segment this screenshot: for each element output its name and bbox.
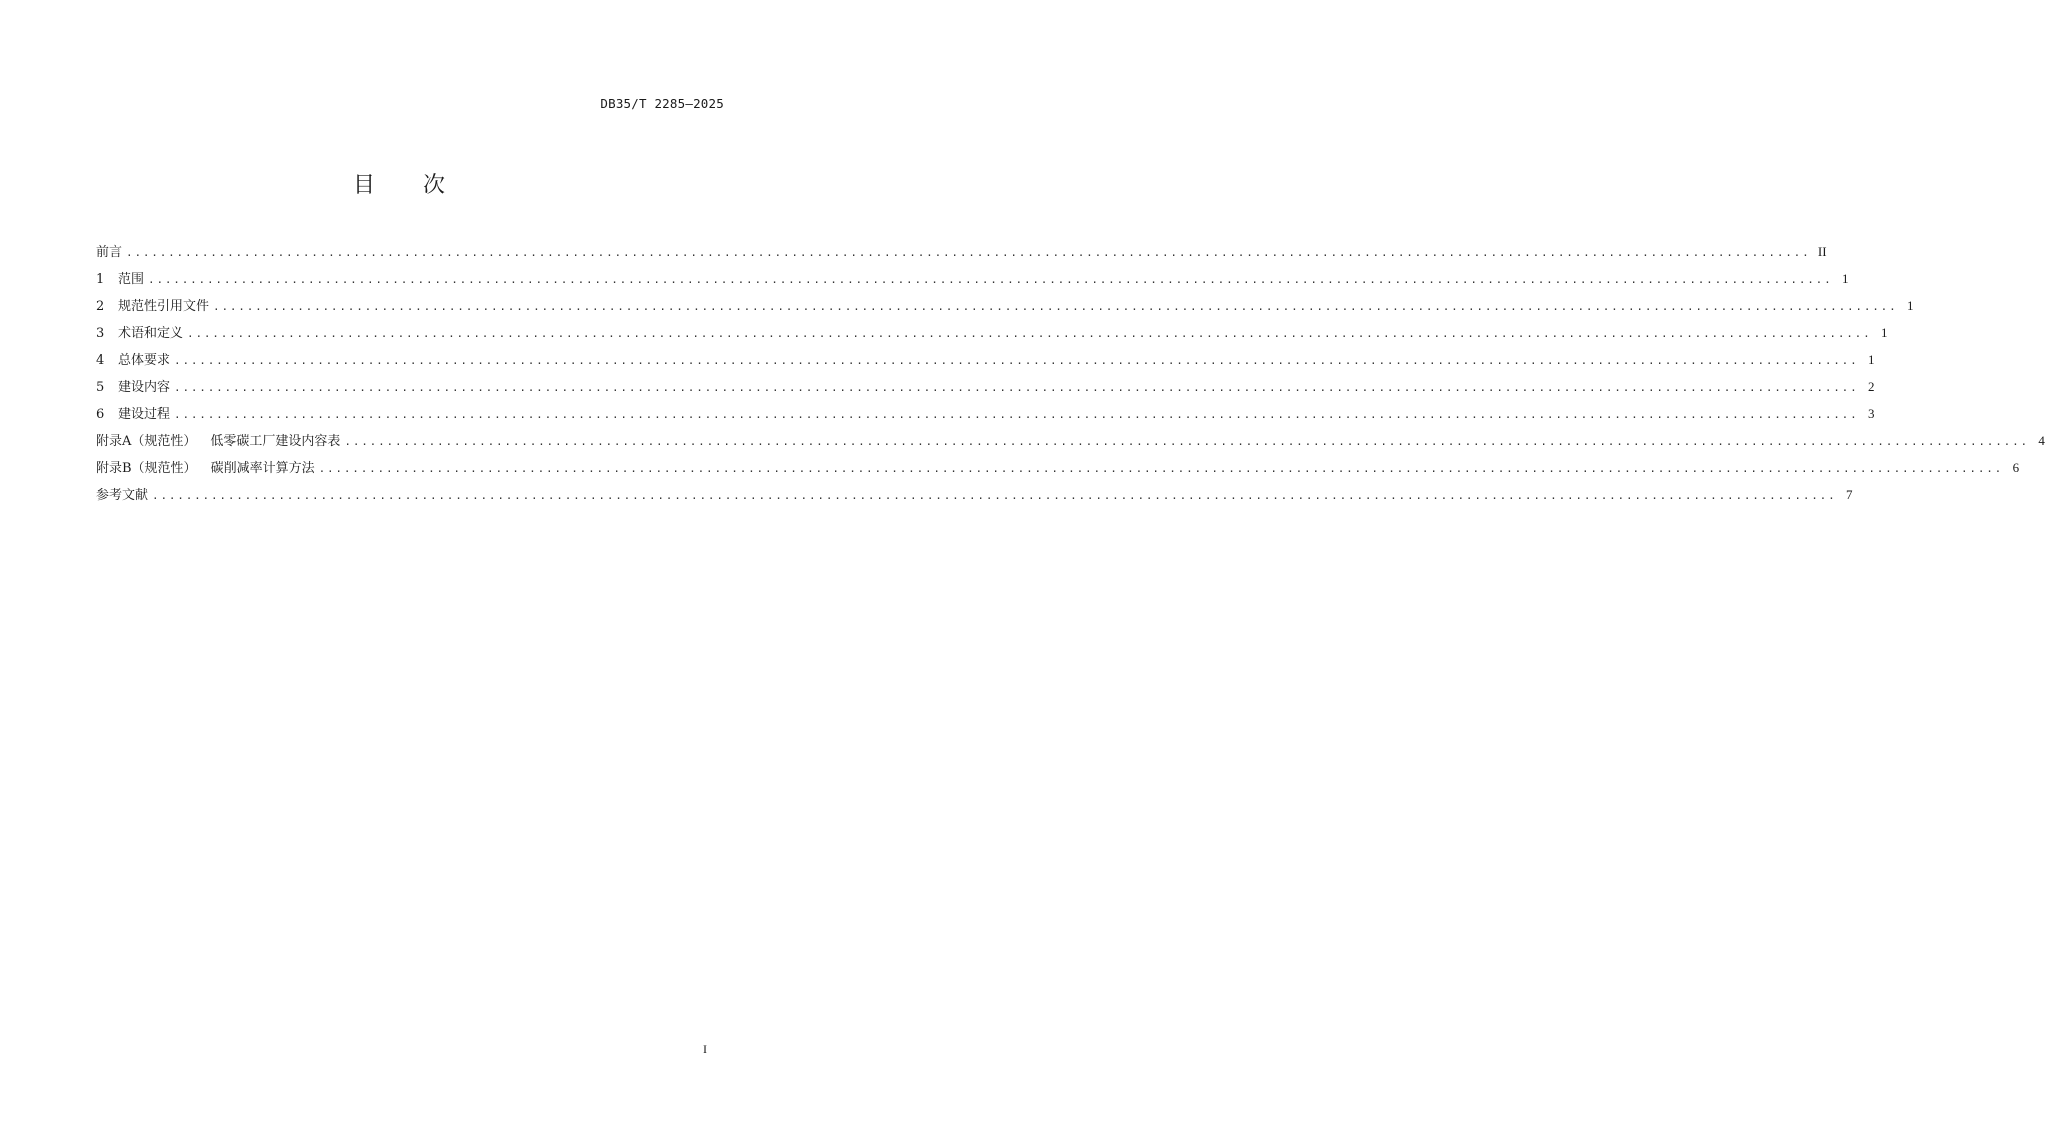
page-number: I xyxy=(703,1042,707,1056)
toc-entry-page: 1 xyxy=(1868,352,1875,367)
dot-leader: ........................................................................................................................................................................................................ xyxy=(152,489,1837,502)
appendix-tag: 附录B（规范性） xyxy=(96,461,197,476)
toc-entry-number: 3 xyxy=(96,326,105,341)
toc-entry-label xyxy=(96,430,340,449)
toc-entry-page: 1 xyxy=(1881,325,1888,340)
toc-entry-label: 建设内容 xyxy=(118,380,171,395)
toc-entry-number: 6 xyxy=(96,407,105,422)
toc-entry-bibliography[interactable] xyxy=(96,484,1853,511)
toc-entry-page: II xyxy=(1817,244,1827,259)
toc-entry-page: 1 xyxy=(1842,271,1849,286)
dot-leader: ........................................................................................................................................................................................................ xyxy=(318,462,2004,475)
toc-entry-terms-definitions[interactable] xyxy=(96,322,1888,349)
toc-title-char-2: 次 xyxy=(423,173,448,198)
toc-list xyxy=(96,241,2045,511)
dot-leader: ........................................................................................................................................................................................................ xyxy=(174,408,1859,421)
dot-leader: ........................................................................................................................................................................................................ xyxy=(344,435,2029,448)
appendix-title: 低零碳工厂建设内容表 xyxy=(210,434,341,449)
dot-leader: ........................................................................................................................................................................................................ xyxy=(187,327,1872,340)
toc-title-char-1: 目 xyxy=(352,173,377,198)
toc-entry-label: 建设过程 xyxy=(118,407,171,422)
toc-entry-appendix-b[interactable] xyxy=(96,457,2020,484)
toc-title xyxy=(0,168,800,199)
toc-entry-preface[interactable] xyxy=(96,241,1827,268)
toc-entry-page: 4 xyxy=(2038,433,2045,448)
toc-entry-label: 术语和定义 xyxy=(118,326,184,341)
dot-leader: ........................................................................................................................................................................................................ xyxy=(174,354,1859,367)
toc-entry-construction-process[interactable] xyxy=(96,403,1875,430)
toc-entry-normative-references[interactable] xyxy=(96,295,1914,322)
appendix-title: 碳削减率计算方法 xyxy=(210,461,315,476)
dot-leader: ........................................................................................................................................................................................................ xyxy=(148,273,1833,286)
toc-entry-page: 3 xyxy=(1868,406,1875,421)
dot-leader: ........................................................................................................................................................................................................ xyxy=(213,300,1898,313)
document-code: DB35/T 2285—2025 xyxy=(600,96,724,111)
toc-entry-page: 6 xyxy=(2012,460,2020,475)
toc-entry-label: 参考文献 xyxy=(96,488,149,503)
toc-entry-number: 5 xyxy=(96,380,105,395)
toc-entry-number: 1 xyxy=(96,272,105,287)
toc-entry-label xyxy=(96,457,315,476)
toc-entry-page: 7 xyxy=(1846,487,1853,502)
dot-leader: ........................................................................................................................................................................................................ xyxy=(126,246,1811,259)
toc-entry-number: 2 xyxy=(96,299,105,314)
toc-entry-page: 1 xyxy=(1907,298,1914,313)
dot-leader: ........................................................................................................................................................................................................ xyxy=(174,381,1859,394)
toc-entry-construction-content[interactable] xyxy=(96,376,1875,403)
toc-entry-label: 范围 xyxy=(118,272,145,287)
appendix-tag: 附录A（规范性） xyxy=(96,434,197,449)
toc-entry-general-requirements[interactable] xyxy=(96,349,1875,376)
toc-entry-page: 2 xyxy=(1868,379,1875,394)
toc-entry-label: 总体要求 xyxy=(118,353,171,368)
toc-entry-label: 规范性引用文件 xyxy=(118,299,210,314)
toc-entry-appendix-a[interactable] xyxy=(96,430,2045,457)
toc-entry-scope[interactable] xyxy=(96,268,1849,295)
toc-entry-number: 4 xyxy=(96,353,105,368)
toc-entry-label: 前言 xyxy=(96,245,123,260)
